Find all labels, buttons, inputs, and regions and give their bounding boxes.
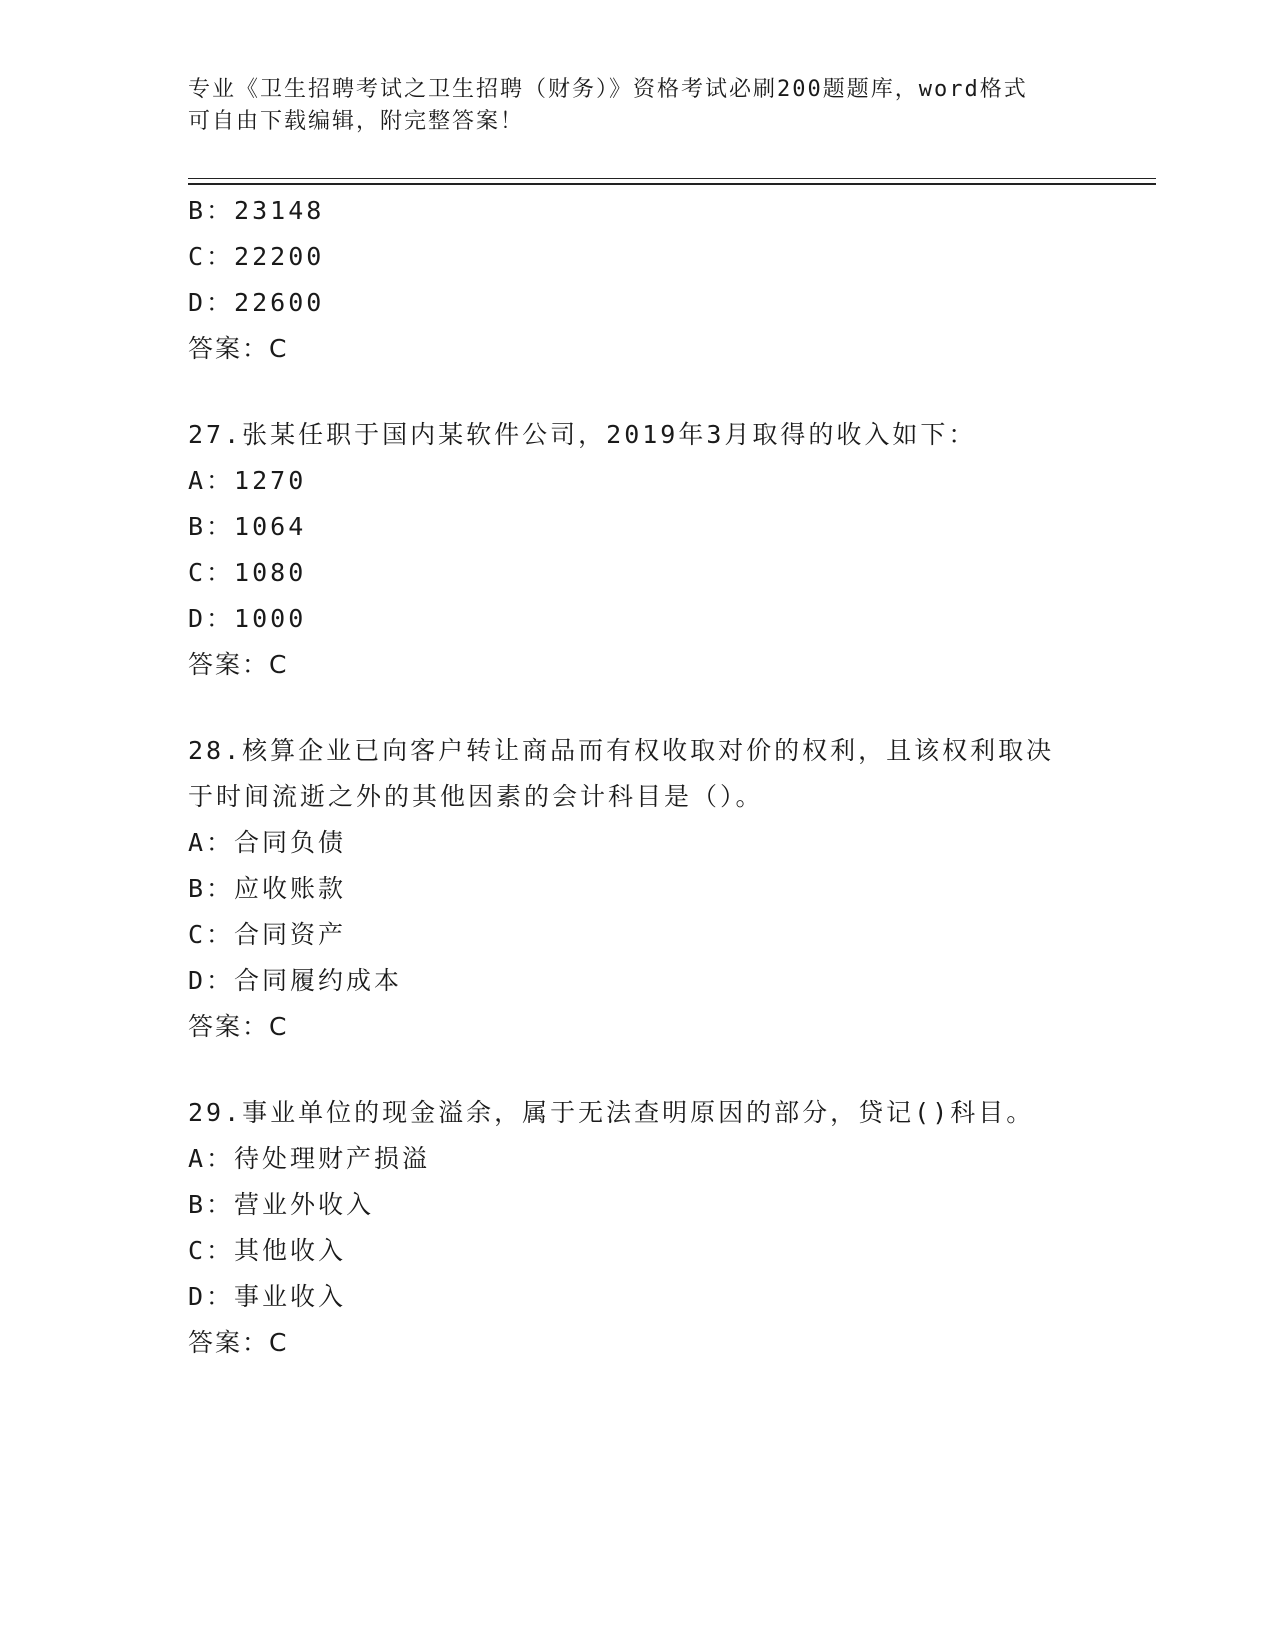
option-b: B：应收账款 (188, 874, 347, 903)
option-c: C：其他收入 (188, 1236, 347, 1265)
header-line-2: 可自由下载编辑，附完整答案！ (188, 109, 525, 134)
option-d: D：22600 (188, 288, 325, 317)
answer: 答案：C (188, 1012, 289, 1041)
option-b: B：1064 (188, 512, 307, 541)
option-d: D：合同履约成本 (188, 966, 403, 995)
answer: 答案：C (188, 334, 289, 363)
header-divider-bottom (188, 183, 1156, 185)
answer: 答案：C (188, 650, 289, 679)
question-29 (188, 1090, 1088, 1366)
question-stem-line-2: 于时间流逝之外的其他因素的会计科目是（）。 (188, 782, 764, 811)
question-27 (188, 412, 1088, 688)
option-c: C：合同资产 (188, 920, 347, 949)
option-a: A：合同负债 (188, 828, 347, 857)
option-b: B：23148 (188, 196, 325, 225)
question-stem: 29.事业单位的现金溢余，属于无法查明原因的部分，贷记()科目。 (188, 1098, 1035, 1127)
document-header (188, 74, 1088, 138)
question-26-continued (188, 188, 1088, 372)
answer: 答案：C (188, 1328, 289, 1357)
option-b: B：营业外收入 (188, 1190, 375, 1219)
option-a: A：待处理财产损溢 (188, 1144, 431, 1173)
option-d: D：1000 (188, 604, 307, 633)
question-stem: 27.张某任职于国内某软件公司，2019年3月取得的收入如下： (188, 420, 977, 449)
option-c: C：22200 (188, 242, 325, 271)
option-c: C：1080 (188, 558, 307, 587)
header-line-1: 专业《卫生招聘考试之卫生招聘（财务）》资格考试必刷200题题库，word格式 (188, 77, 1028, 102)
option-a: A：1270 (188, 466, 307, 495)
question-28 (188, 728, 1088, 1050)
question-list (188, 188, 1088, 1366)
option-d: D：事业收入 (188, 1282, 347, 1311)
header-divider-top (188, 178, 1156, 179)
question-stem-line-1: 28.核算企业已向客户转让商品而有权收取对价的权利，且该权利取决 (188, 736, 1055, 765)
